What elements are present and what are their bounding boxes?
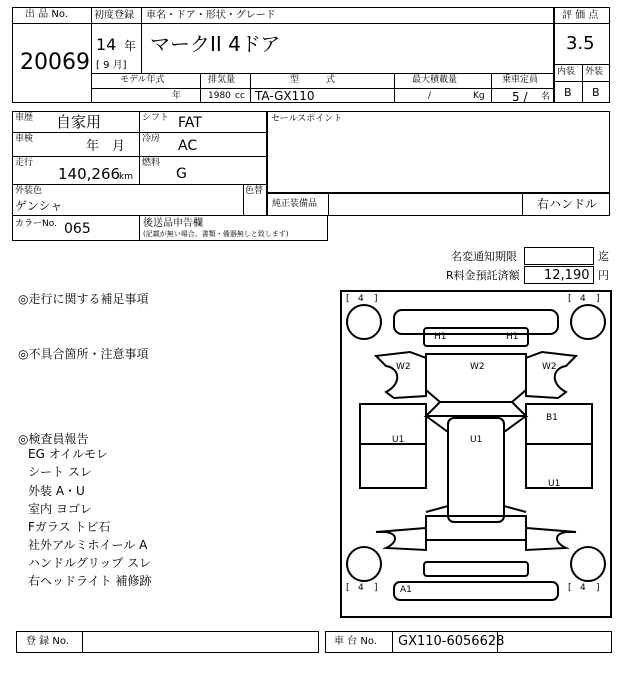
model-type-label: 型 式 <box>290 75 336 85</box>
damage-mark: W2 <box>396 362 411 372</box>
history-value: 自家用 <box>56 113 102 131</box>
model-year-label: モデル年式 <box>120 75 165 85</box>
damage-mark: U1 <box>392 435 405 445</box>
inspector-item: シート スレ <box>28 465 92 479</box>
first-registration-month: [ 9 月] <box>96 60 127 71</box>
driving-notes-label: ◎走行に関する補足事項 <box>18 292 149 306</box>
displacement-value: 1980 <box>208 91 231 101</box>
damage-mark: H1 <box>506 332 519 342</box>
mileage-value: 140,266 <box>58 165 121 183</box>
recycle-fee-label: R料金預託済額 <box>446 269 520 282</box>
first-registration-label: 初度登録 <box>94 10 134 21</box>
steering-value: 右ハンドル <box>537 197 598 211</box>
max-load-unit: Kg <box>473 91 485 101</box>
exterior-label: 外装 <box>585 67 604 77</box>
wheel-icon <box>347 305 381 339</box>
damage-mark: U1 <box>548 479 561 489</box>
sales-points-label: セールスポイント <box>271 114 343 124</box>
svg-text:]: ] <box>596 294 600 304</box>
max-load-label: 最大積載量 <box>412 75 458 85</box>
right-rear-fender <box>526 528 576 550</box>
documents-label: 後送品申告欄 <box>143 218 203 229</box>
equipment-label: 純正装備品 <box>272 199 318 209</box>
right-front-fender <box>526 352 576 398</box>
inspector-item: 外装 A・U <box>28 484 85 498</box>
color-label: 外装色 <box>15 186 43 196</box>
displacement-unit: cc <box>235 91 245 101</box>
documents-note: (記載が無い場合、書類・備器無しと致します) <box>143 230 289 238</box>
inspector-item: EG オイルモレ <box>28 447 109 461</box>
inspection-label: 車検 <box>15 134 34 144</box>
trunk <box>426 516 526 540</box>
damage-mark: U1 <box>470 435 483 445</box>
capacity-label: 乗車定員 <box>502 75 539 85</box>
inspection-value: 年 月 <box>86 139 126 154</box>
color-number-label: カラーNo. <box>15 219 57 229</box>
roof <box>448 418 504 522</box>
inspector-item: 右ヘッドライト 補修跡 <box>28 574 152 588</box>
car-name-label: 車名・ドア・形状・グレード <box>146 10 276 21</box>
max-load-slash: / <box>428 91 432 101</box>
interior-label: 内装 <box>557 67 576 77</box>
defects-notes-label: ◎不具合箇所・注意事項 <box>18 347 149 361</box>
svg-text:[: [ <box>568 583 572 593</box>
wheel-icon <box>571 547 605 581</box>
exterior-grade: B <box>592 86 600 99</box>
damage-mark: W2 <box>542 362 557 372</box>
recycle-fee-value: 12,190 <box>544 268 590 283</box>
interior-grade: B <box>564 86 572 99</box>
history-label: 車歴 <box>15 113 34 123</box>
svg-text:]: ] <box>374 294 378 304</box>
tire-label: 4 <box>580 583 586 593</box>
svg-text:]: ] <box>596 583 600 593</box>
left-body-side <box>360 404 426 488</box>
name-change-label: 名変通知期限 <box>451 250 517 263</box>
left-rear-fender <box>376 528 426 550</box>
lot-number-label: 出 品 No. <box>25 9 68 20</box>
ac-label: 冷房 <box>142 134 161 144</box>
capacity-unit: 名 <box>541 92 551 102</box>
front-bumper <box>394 310 558 334</box>
year-unit: 年 <box>124 39 137 53</box>
model-type-value: TA-GX110 <box>255 89 315 103</box>
svg-text:[: [ <box>568 294 572 304</box>
car-damage-diagram <box>340 290 612 618</box>
color-number-value: 065 <box>64 221 91 237</box>
name-change-field <box>524 247 594 265</box>
chassis-number-label: 車 台 No. <box>334 636 377 647</box>
svg-text:[: [ <box>346 583 350 593</box>
shift-label: シフト <box>142 113 170 123</box>
first-registration-year: 14 <box>96 35 117 54</box>
registration-number-label: 登 録 No. <box>26 636 69 647</box>
rear-bumper <box>394 582 558 600</box>
lot-number: 20069 <box>20 50 90 75</box>
inspector-item: Fガラス トビ石 <box>28 520 111 534</box>
rear-lamp-strip <box>424 562 528 576</box>
svg-text:[: [ <box>346 294 350 304</box>
fuel-value: G <box>176 166 187 182</box>
model-year-unit: 年 <box>172 91 182 101</box>
tire-label: 4 <box>580 294 586 304</box>
score-label: 評 価 点 <box>562 10 599 21</box>
right-body-side <box>526 404 592 488</box>
left-front-fender <box>376 352 426 398</box>
inspector-item: 社外アルミホイール A <box>28 538 148 552</box>
name-change-unit: 迄 <box>598 250 609 263</box>
damage-mark: B1 <box>546 413 558 423</box>
score-value: 3.5 <box>566 33 595 54</box>
damage-mark: A1 <box>400 585 412 595</box>
windshield <box>426 402 526 416</box>
mileage-label: 走行 <box>15 158 34 168</box>
chassis-number-value: GX110-6056628 <box>398 634 505 649</box>
wheel-icon <box>347 547 381 581</box>
wheel-icon <box>571 305 605 339</box>
fuel-label: 燃料 <box>142 158 161 168</box>
tire-label: 4 <box>358 294 364 304</box>
color-value: ゲンシャ <box>15 199 63 213</box>
inspector-item: ハンドルグリップ スレ <box>28 556 152 570</box>
damage-mark: H1 <box>434 332 447 342</box>
inspector-item: 室内 ヨゴレ <box>28 502 92 516</box>
shift-value: FAT <box>178 115 202 131</box>
ac-value: AC <box>178 138 198 154</box>
car-name: マークII 4ドア <box>150 32 281 56</box>
damage-mark: W2 <box>470 362 485 372</box>
recycle-fee-unit: 円 <box>598 269 609 282</box>
capacity-value: 5 / <box>512 90 528 104</box>
inspector-report-label: ◎検査員報告 <box>18 432 89 446</box>
tire-label: 4 <box>358 583 364 593</box>
displacement-label: 排気量 <box>208 75 236 85</box>
svg-text:]: ] <box>374 583 378 593</box>
mileage-unit: km <box>119 172 133 182</box>
color-change-label: 色替 <box>245 186 264 196</box>
